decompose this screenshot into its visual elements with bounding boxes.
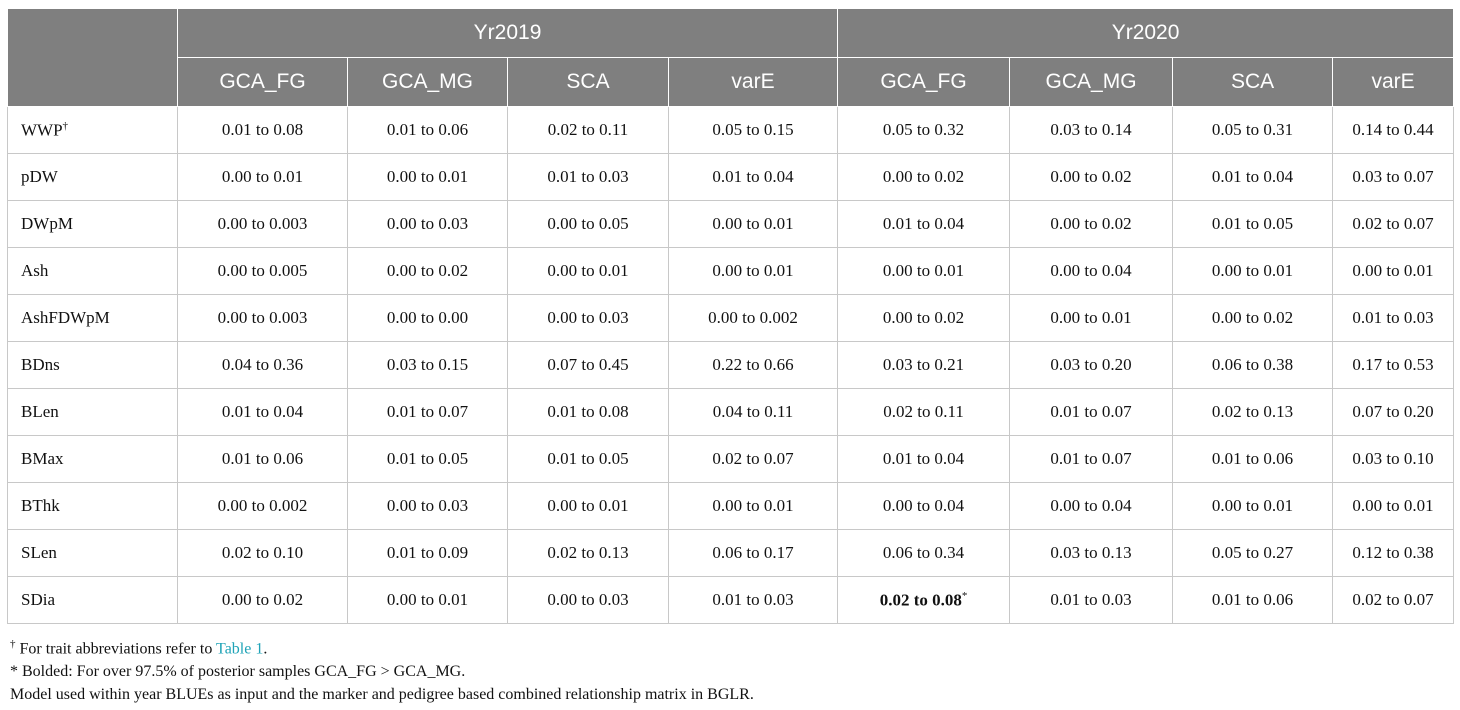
table-row xyxy=(8,436,1454,483)
trait-cell xyxy=(8,154,178,201)
trait-cell xyxy=(8,530,178,577)
value-cell xyxy=(669,248,838,295)
value-text: 0.00 to 0.01 xyxy=(1352,496,1434,515)
trait-footnote-mark: † xyxy=(62,119,69,132)
trait-cell xyxy=(8,577,178,624)
trait-cell xyxy=(8,483,178,530)
value-cell xyxy=(508,201,669,248)
value-cell xyxy=(1173,577,1333,624)
column-header: varE xyxy=(1333,58,1454,107)
value-text: 0.02 to 0.11 xyxy=(883,402,964,421)
value-cell xyxy=(669,295,838,342)
table-row xyxy=(8,107,1454,154)
value-text: 0.00 to 0.002 xyxy=(708,308,798,327)
value-text: 0.00 to 0.01 xyxy=(712,496,794,515)
value-text: 0.02 to 0.08 xyxy=(879,590,962,610)
value-cell xyxy=(178,436,348,483)
value-text: 0.00 to 0.01 xyxy=(712,261,794,280)
value-text: 0.02 to 0.13 xyxy=(1211,402,1294,421)
trait-cell xyxy=(8,201,178,248)
value-cell xyxy=(1010,154,1173,201)
value-cell xyxy=(669,483,838,530)
value-text: 0.04 to 0.11 xyxy=(712,402,794,421)
value-text: 0.00 to 0.002 xyxy=(217,496,308,515)
results-table-container xyxy=(7,8,1453,624)
value-text: 0.04 to 0.36 xyxy=(221,355,304,374)
corner-header-cell xyxy=(8,9,178,107)
value-text: 0.02 to 0.07 xyxy=(712,449,794,468)
trait-name: DWpM xyxy=(21,214,73,233)
value-text: 0.01 to 0.06 xyxy=(1211,449,1294,468)
value-text: 0.05 to 0.27 xyxy=(1211,543,1294,562)
value-cell xyxy=(838,154,1010,201)
value-cell xyxy=(178,483,348,530)
value-cell xyxy=(178,530,348,577)
trait-cell xyxy=(8,342,178,389)
value-cell xyxy=(508,248,669,295)
value-text: 0.00 to 0.04 xyxy=(1050,261,1132,280)
column-header: GCA_FG xyxy=(178,58,348,107)
footnote-model: Model used within year BLUEs as input and the marker and pedigree based combined relationship matrix in BGLR. xyxy=(10,686,754,704)
value-text: 0.00 to 0.05 xyxy=(547,214,629,233)
trait-name: WWP xyxy=(21,120,63,140)
value-cell xyxy=(838,436,1010,483)
trait-cell xyxy=(8,295,178,342)
trait-cell xyxy=(8,107,178,154)
value-cell xyxy=(838,577,1010,624)
value-text: 0.01 to 0.07 xyxy=(1050,402,1132,421)
trait-cell xyxy=(8,389,178,436)
value-cell xyxy=(838,389,1010,436)
table-row xyxy=(8,577,1454,624)
value-text: 0.03 to 0.13 xyxy=(1050,543,1132,562)
column-header: GCA_MG xyxy=(348,58,508,107)
table-row xyxy=(8,248,1454,295)
value-text: 0.01 to 0.04 xyxy=(1211,167,1294,186)
value-text: 0.00 to 0.01 xyxy=(1211,261,1294,280)
value-text: 0.00 to 0.02 xyxy=(882,167,965,186)
column-header-row xyxy=(8,58,1454,107)
value-text: 0.06 to 0.38 xyxy=(1211,355,1294,374)
value-cell xyxy=(178,201,348,248)
dagger-text: For trait abbreviations refer to xyxy=(15,640,217,658)
value-cell xyxy=(1333,107,1454,154)
value-text: 0.00 to 0.02 xyxy=(386,261,469,280)
value-cell xyxy=(1333,248,1454,295)
value-cell xyxy=(838,248,1010,295)
value-cell xyxy=(838,530,1010,577)
value-text: 0.12 to 0.38 xyxy=(1352,543,1434,562)
value-cell xyxy=(1173,295,1333,342)
value-cell xyxy=(1010,436,1173,483)
value-text: 0.22 to 0.66 xyxy=(712,355,794,374)
value-cell xyxy=(838,483,1010,530)
value-text: 0.05 to 0.32 xyxy=(882,120,965,139)
value-text: 0.07 to 0.45 xyxy=(547,355,629,374)
value-cell xyxy=(508,483,669,530)
value-cell xyxy=(1333,577,1454,624)
value-text: 0.00 to 0.02 xyxy=(1211,308,1294,327)
value-text: 0.03 to 0.20 xyxy=(1050,355,1132,374)
value-text: 0.02 to 0.13 xyxy=(547,543,629,562)
dagger-mark: † xyxy=(10,638,16,650)
value-text: 0.01 to 0.03 xyxy=(1352,308,1434,327)
value-text: 0.01 to 0.04 xyxy=(882,449,965,468)
trait-name: SDia xyxy=(21,590,55,609)
value-cell xyxy=(508,107,669,154)
column-header: SCA xyxy=(508,58,669,107)
value-text: 0.00 to 0.01 xyxy=(712,214,794,233)
value-text: 0.00 to 0.04 xyxy=(1050,496,1132,515)
value-cell xyxy=(348,577,508,624)
value-cell xyxy=(1173,389,1333,436)
value-cell xyxy=(508,436,669,483)
value-cell xyxy=(669,436,838,483)
value-text: 0.01 to 0.06 xyxy=(386,120,469,139)
value-text: 0.01 to 0.04 xyxy=(221,402,304,421)
value-text: 0.00 to 0.03 xyxy=(386,214,469,233)
value-cell xyxy=(178,342,348,389)
value-text: 0.01 to 0.09 xyxy=(386,543,469,562)
table-body xyxy=(8,107,1454,624)
value-cell xyxy=(669,107,838,154)
value-cell xyxy=(1010,201,1173,248)
table-1-link[interactable]: Table 1 xyxy=(216,640,264,658)
footnote-star: * Bolded: For over 97.5% of posterior samples GCA_FG > GCA_MG. xyxy=(10,663,466,681)
value-cell xyxy=(1010,577,1173,624)
value-cell xyxy=(1333,436,1454,483)
value-cell xyxy=(1010,107,1173,154)
value-cell xyxy=(669,530,838,577)
value-text: 0.01 to 0.08 xyxy=(547,402,629,421)
value-cell xyxy=(178,389,348,436)
trait-name: Ash xyxy=(21,261,49,280)
value-text: 0.00 to 0.03 xyxy=(386,496,469,515)
value-text: 0.02 to 0.11 xyxy=(547,120,629,139)
value-cell xyxy=(1173,530,1333,577)
value-cell xyxy=(508,342,669,389)
value-cell xyxy=(1010,530,1173,577)
value-cell xyxy=(1173,436,1333,483)
value-text: 0.17 to 0.53 xyxy=(1352,355,1434,374)
table-row xyxy=(8,154,1454,201)
table-row xyxy=(8,201,1454,248)
value-cell xyxy=(1010,295,1173,342)
value-text: 0.03 to 0.21 xyxy=(882,355,965,374)
value-cell xyxy=(508,577,669,624)
value-cell xyxy=(669,342,838,389)
value-cell xyxy=(178,577,348,624)
year-header-row xyxy=(8,9,1454,58)
value-text: 0.00 to 0.02 xyxy=(1050,214,1132,233)
dagger-end: . xyxy=(263,640,268,658)
value-cell xyxy=(178,248,348,295)
trait-cell xyxy=(8,436,178,483)
value-text: 0.01 to 0.08 xyxy=(221,120,304,139)
value-cell xyxy=(508,295,669,342)
value-text: 0.01 to 0.04 xyxy=(712,167,794,186)
column-header: varE xyxy=(669,58,838,107)
table-row xyxy=(8,483,1454,530)
trait-name: AshFDWpM xyxy=(21,308,110,327)
value-text: 0.02 to 0.07 xyxy=(1352,214,1434,233)
column-header: SCA xyxy=(1173,58,1333,107)
value-cell xyxy=(348,436,508,483)
trait-name: BThk xyxy=(21,496,60,515)
value-text: 0.00 to 0.005 xyxy=(217,261,308,280)
value-cell xyxy=(1173,248,1333,295)
value-text: 0.05 to 0.15 xyxy=(712,120,794,139)
value-text: 0.00 to 0.01 xyxy=(1050,308,1132,327)
value-text: 0.00 to 0.01 xyxy=(221,167,304,186)
value-text: 0.00 to 0.03 xyxy=(547,590,629,609)
value-cell xyxy=(348,342,508,389)
value-cell xyxy=(1173,342,1333,389)
value-cell xyxy=(838,295,1010,342)
value-cell xyxy=(669,389,838,436)
value-cell xyxy=(1333,295,1454,342)
value-cell xyxy=(1010,483,1173,530)
value-cell xyxy=(669,577,838,624)
value-cell xyxy=(348,530,508,577)
trait-name: BLen xyxy=(21,402,59,421)
variance-components-table xyxy=(7,8,1454,624)
value-text: 0.02 to 0.07 xyxy=(1352,590,1434,609)
value-text: 0.06 to 0.17 xyxy=(712,543,794,562)
value-text: 0.06 to 0.34 xyxy=(882,543,965,562)
significance-mark: * xyxy=(961,589,968,602)
column-header: GCA_MG xyxy=(1010,58,1173,107)
value-text: 0.00 to 0.01 xyxy=(386,167,469,186)
value-text: 0.00 to 0.04 xyxy=(882,496,965,515)
value-cell xyxy=(348,201,508,248)
value-cell xyxy=(838,107,1010,154)
year-header-2019: Yr2019 xyxy=(178,9,838,58)
value-text: 0.00 to 0.01 xyxy=(547,496,629,515)
table-row xyxy=(8,389,1454,436)
value-cell xyxy=(838,201,1010,248)
value-text: 0.00 to 0.00 xyxy=(386,308,469,327)
value-cell xyxy=(1173,154,1333,201)
value-text: 0.00 to 0.02 xyxy=(1050,167,1132,186)
value-cell xyxy=(348,248,508,295)
value-text: 0.00 to 0.003 xyxy=(217,308,308,327)
value-cell xyxy=(1333,201,1454,248)
value-text: 0.00 to 0.01 xyxy=(882,261,965,280)
value-text: 0.01 to 0.05 xyxy=(386,449,469,468)
value-cell xyxy=(1333,530,1454,577)
value-cell xyxy=(1010,389,1173,436)
value-text: 0.03 to 0.15 xyxy=(386,355,469,374)
value-text: 0.00 to 0.01 xyxy=(386,590,469,609)
trait-name: SLen xyxy=(21,543,57,562)
value-cell xyxy=(348,295,508,342)
value-text: 0.00 to 0.003 xyxy=(217,214,308,233)
value-text: 0.01 to 0.03 xyxy=(712,590,794,609)
value-text: 0.00 to 0.01 xyxy=(1211,496,1294,515)
value-text: 0.01 to 0.03 xyxy=(1050,590,1132,609)
value-cell xyxy=(1333,483,1454,530)
value-text: 0.00 to 0.02 xyxy=(882,308,965,327)
value-cell xyxy=(1173,483,1333,530)
value-text: 0.01 to 0.07 xyxy=(1050,449,1132,468)
value-text: 0.01 to 0.07 xyxy=(386,402,469,421)
value-text: 0.01 to 0.06 xyxy=(1211,590,1294,609)
value-text: 0.03 to 0.07 xyxy=(1352,167,1434,186)
value-cell xyxy=(348,483,508,530)
value-text: 0.02 to 0.10 xyxy=(221,543,304,562)
table-footnotes xyxy=(10,633,754,706)
table-row xyxy=(8,342,1454,389)
value-text: 0.01 to 0.04 xyxy=(882,214,965,233)
value-cell xyxy=(178,154,348,201)
value-text: 0.01 to 0.05 xyxy=(1211,214,1294,233)
value-cell xyxy=(669,201,838,248)
table-row xyxy=(8,530,1454,577)
value-cell xyxy=(178,295,348,342)
value-cell xyxy=(348,107,508,154)
value-cell xyxy=(1333,154,1454,201)
value-cell xyxy=(1173,201,1333,248)
value-text: 0.01 to 0.03 xyxy=(547,167,629,186)
value-cell xyxy=(1333,389,1454,436)
value-text: 0.03 to 0.14 xyxy=(1050,120,1132,139)
value-cell xyxy=(348,154,508,201)
trait-cell xyxy=(8,248,178,295)
trait-name: pDW xyxy=(21,167,58,186)
value-cell xyxy=(178,107,348,154)
value-text: 0.01 to 0.05 xyxy=(547,449,629,468)
value-cell xyxy=(838,342,1010,389)
trait-name: BDns xyxy=(21,355,60,374)
value-text: 0.03 to 0.10 xyxy=(1352,449,1434,468)
value-text: 0.01 to 0.06 xyxy=(221,449,304,468)
value-text: 0.00 to 0.03 xyxy=(547,308,629,327)
trait-name: BMax xyxy=(21,449,64,468)
value-text: 0.07 to 0.20 xyxy=(1352,402,1434,421)
value-cell xyxy=(1173,107,1333,154)
value-text: 0.00 to 0.01 xyxy=(1352,261,1434,280)
value-text: 0.00 to 0.02 xyxy=(221,590,304,609)
column-header: GCA_FG xyxy=(838,58,1010,107)
year-header-2020: Yr2020 xyxy=(838,9,1454,58)
value-text: 0.00 to 0.01 xyxy=(547,261,629,280)
value-cell xyxy=(508,530,669,577)
value-text: 0.05 to 0.31 xyxy=(1211,120,1294,139)
value-cell xyxy=(508,389,669,436)
table-row xyxy=(8,295,1454,342)
value-cell xyxy=(1333,342,1454,389)
footnote-dagger xyxy=(10,633,754,660)
value-cell xyxy=(669,154,838,201)
value-cell xyxy=(348,389,508,436)
value-text: 0.14 to 0.44 xyxy=(1352,120,1434,139)
value-cell xyxy=(508,154,669,201)
value-cell xyxy=(1010,248,1173,295)
value-cell xyxy=(1010,342,1173,389)
